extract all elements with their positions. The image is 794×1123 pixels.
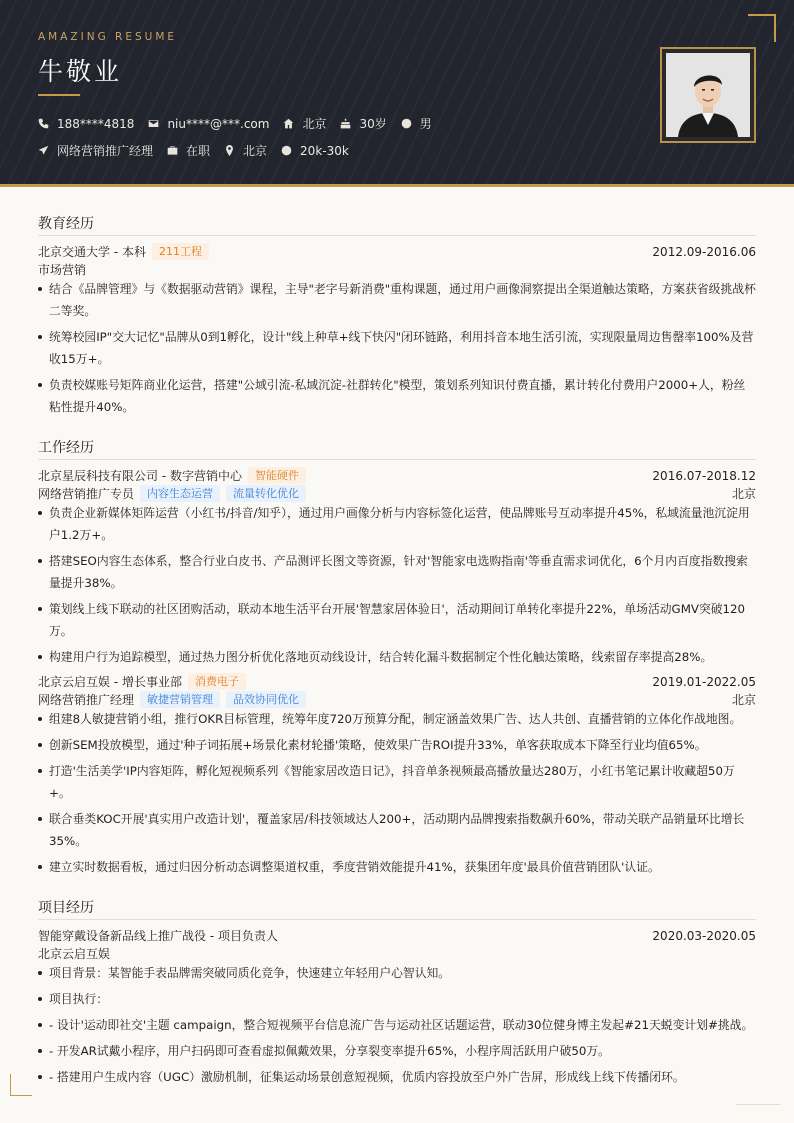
list-item: 构建用户行为追踪模型，通过热力图分析优化落地页动线设计，结合转化漏斗数据制定个性化触达策略，线索留存率提高28%。 xyxy=(38,646,756,668)
list-item: - 开发AR试戴小程序，用户扫码即可查看虚拟佩戴效果，分享裂变率提升65%，小程序周活跃用户破50万。 xyxy=(38,1040,756,1062)
major: 市场营销 xyxy=(38,263,87,277)
resume-header xyxy=(0,0,794,184)
phone-icon xyxy=(38,118,49,129)
profile-photo xyxy=(666,53,750,137)
salary-item xyxy=(281,144,349,158)
job-city: 北京 xyxy=(731,487,756,501)
list-item: 结合《品牌管理》与《数据驱动营销》课程，主导"老字号新消费"重构课题，通过用户画像洞察提出全渠道触达策略，方案获省级挑战杯二等奖。 xyxy=(38,278,756,322)
age-item xyxy=(340,115,386,132)
list-item: 联合垂类KOC开展'真实用户改造计划'，覆盖家居/科技领域达人200+，活动期内品牌搜索指数飙升60%，带动关联产品销量环比增长35%。 xyxy=(38,808,756,852)
cake-icon xyxy=(340,118,351,129)
project-section-title: 项目经历 xyxy=(38,900,94,916)
industry-tag: 智能硬件 xyxy=(248,467,306,484)
gender-icon xyxy=(401,118,412,129)
job-role: 网络营销推广经理 xyxy=(38,693,135,707)
status-item xyxy=(167,142,210,159)
phone-text: 188****4818 xyxy=(57,116,135,131)
industry-tag: 消费电子 xyxy=(188,673,246,690)
status-text: 在职 xyxy=(186,144,211,158)
age-text: 30岁 xyxy=(359,117,387,131)
list-item: 策划线上线下联动的社区团购活动，联动本地生活平台开展'智慧家居体验日'，活动期间订单转化率提升22%，单场活动GMV突破120万。 xyxy=(38,598,756,642)
project-name-row xyxy=(38,927,756,944)
job-role-row xyxy=(38,691,756,708)
salary-text: 20k-30k xyxy=(300,143,349,158)
contact-row xyxy=(38,115,446,132)
list-item: 负责企业新媒体矩阵运营（小红书/抖音/知乎），通过用户画像分析与内容标签化运营，使品牌账号互动率提升45%，私域流量池沉淀用户1.2万+。 xyxy=(38,502,756,546)
send-icon xyxy=(38,145,49,156)
home-text: 北京 xyxy=(302,117,327,131)
email-text: niu****@***.com xyxy=(167,116,270,131)
job-company-row xyxy=(38,673,756,690)
skill-tag: 流量转化优化 xyxy=(226,485,306,502)
briefcase-icon xyxy=(167,145,178,156)
profile-photo-frame xyxy=(660,47,756,143)
home-item xyxy=(283,115,326,132)
phone-item xyxy=(38,117,134,131)
money-icon xyxy=(281,145,292,156)
project-name: 智能穿戴设备新品线上推广战役 - 项目负责人 xyxy=(38,929,278,943)
list-item: 项目背景：某智能手表品牌需突破同质化竞争，快速建立年轻用户心智认知。 xyxy=(38,962,756,984)
project-org: 北京云启互娱 xyxy=(38,947,111,961)
section-rule xyxy=(38,459,756,460)
job-role-row xyxy=(38,485,756,502)
home-icon xyxy=(283,118,294,129)
project-period: 2020.03-2020.05 xyxy=(652,928,756,943)
job-role: 网络营销推广专员 xyxy=(38,487,135,501)
education-school-row xyxy=(38,243,756,260)
education-section-title: 教育经历 xyxy=(38,216,94,232)
project-org-row xyxy=(38,945,756,962)
list-item: 组建8人敏捷营销小组，推行OKR目标管理，统筹年度720万预算分配，制定涵盖效果广告、达人共创、直播营销的立体化作战地图。 xyxy=(38,708,756,730)
person-portrait xyxy=(666,53,750,137)
list-item: 打造'生活美学'IP内容矩阵，孵化短视频系列《智能家居改造日记》，抖音单条视频最高播放量达280万，小红书笔记累计收藏超50万+。 xyxy=(38,760,756,804)
name-underline xyxy=(38,94,80,96)
work-section-title: 工作经历 xyxy=(38,440,94,456)
skill-tag: 内容生态运营 xyxy=(140,485,220,502)
job-period: 2019.01-2022.05 xyxy=(652,674,756,689)
section-rule xyxy=(38,235,756,236)
list-item: 搭建SEO内容生态体系，整合行业白皮书、产品测评长图文等资源，针对'智能家电选购指南'等垂直需求词优化，6个月内百度指数搜索量提升38%。 xyxy=(38,550,756,594)
location-item xyxy=(224,142,267,159)
location-text: 北京 xyxy=(243,144,268,158)
education-major-row xyxy=(38,261,756,278)
candidate-name: 牛敬业 xyxy=(38,57,123,86)
skill-tag: 品效协同优化 xyxy=(226,691,306,708)
tagline: AMAZING RESUME xyxy=(38,31,178,43)
gender-text: 男 xyxy=(419,117,432,131)
company-name: 北京星辰科技有限公司 - 数字营销中心 xyxy=(38,469,242,483)
gender-item xyxy=(401,115,432,132)
job-intent-row xyxy=(38,142,363,159)
job-company-row xyxy=(38,467,756,484)
location-icon xyxy=(224,145,235,156)
list-item: 项目执行： xyxy=(38,988,756,1010)
section-rule xyxy=(38,919,756,920)
list-item: 创新SEM投放模型，通过'种子词拓展+场景化素材轮播'策略，使效果广告ROI提升33%，单客获取成本下降至行业均值65%。 xyxy=(38,734,756,756)
list-item: - 搭建用户生成内容（UGC）激励机制，征集运动场景创意短视频，优质内容投放至户外广告屏，形成线上线下传播闭环。 xyxy=(38,1066,756,1088)
mail-icon xyxy=(148,118,159,129)
list-item: 建立实时数据看板，通过归因分析动态调整渠道权重，季度营销效能提升41%，获集团年度'最具价值营销团队'认证。 xyxy=(38,856,756,878)
skill-tag: 敏捷营销管理 xyxy=(140,691,220,708)
job-target-text: 网络营销推广经理 xyxy=(57,144,154,158)
list-item: 统筹校园IP"交大记忆"品牌从0到1孵化，设计"线上种草+线下快闪"闭环链路，利用抖音本地生活引流，实现限量周边售罄率100%及营收15万+。 xyxy=(38,326,756,370)
target-item xyxy=(38,142,153,159)
school-tag: 211工程 xyxy=(152,243,209,260)
list-item: 负责校媒账号矩阵商业化运营，搭建"公域引流-私域沉淀-社群转化"模型，策划系列知识付费直播，累计转化付费用户2000+人，粉丝粘性提升40%。 xyxy=(38,374,756,418)
corner-ornament xyxy=(748,14,776,42)
footer-line xyxy=(736,1104,780,1105)
company-name: 北京云启互娱 - 增长事业部 xyxy=(38,675,182,689)
corner-ornament xyxy=(10,1074,32,1096)
education-period: 2012.09-2016.06 xyxy=(652,244,756,259)
email-item xyxy=(148,117,269,131)
job-period: 2016.07-2018.12 xyxy=(652,468,756,483)
list-item: - 设计'运动即社交'主题 campaign，整合短视频平台信息流广告与运动社区话题运营，联动30位健身博主发起#21天蜕变计划#挑战。 xyxy=(38,1014,756,1036)
header-divider xyxy=(0,184,794,187)
job-city: 北京 xyxy=(731,693,756,707)
school-name: 北京交通大学 - 本科 xyxy=(38,245,146,259)
